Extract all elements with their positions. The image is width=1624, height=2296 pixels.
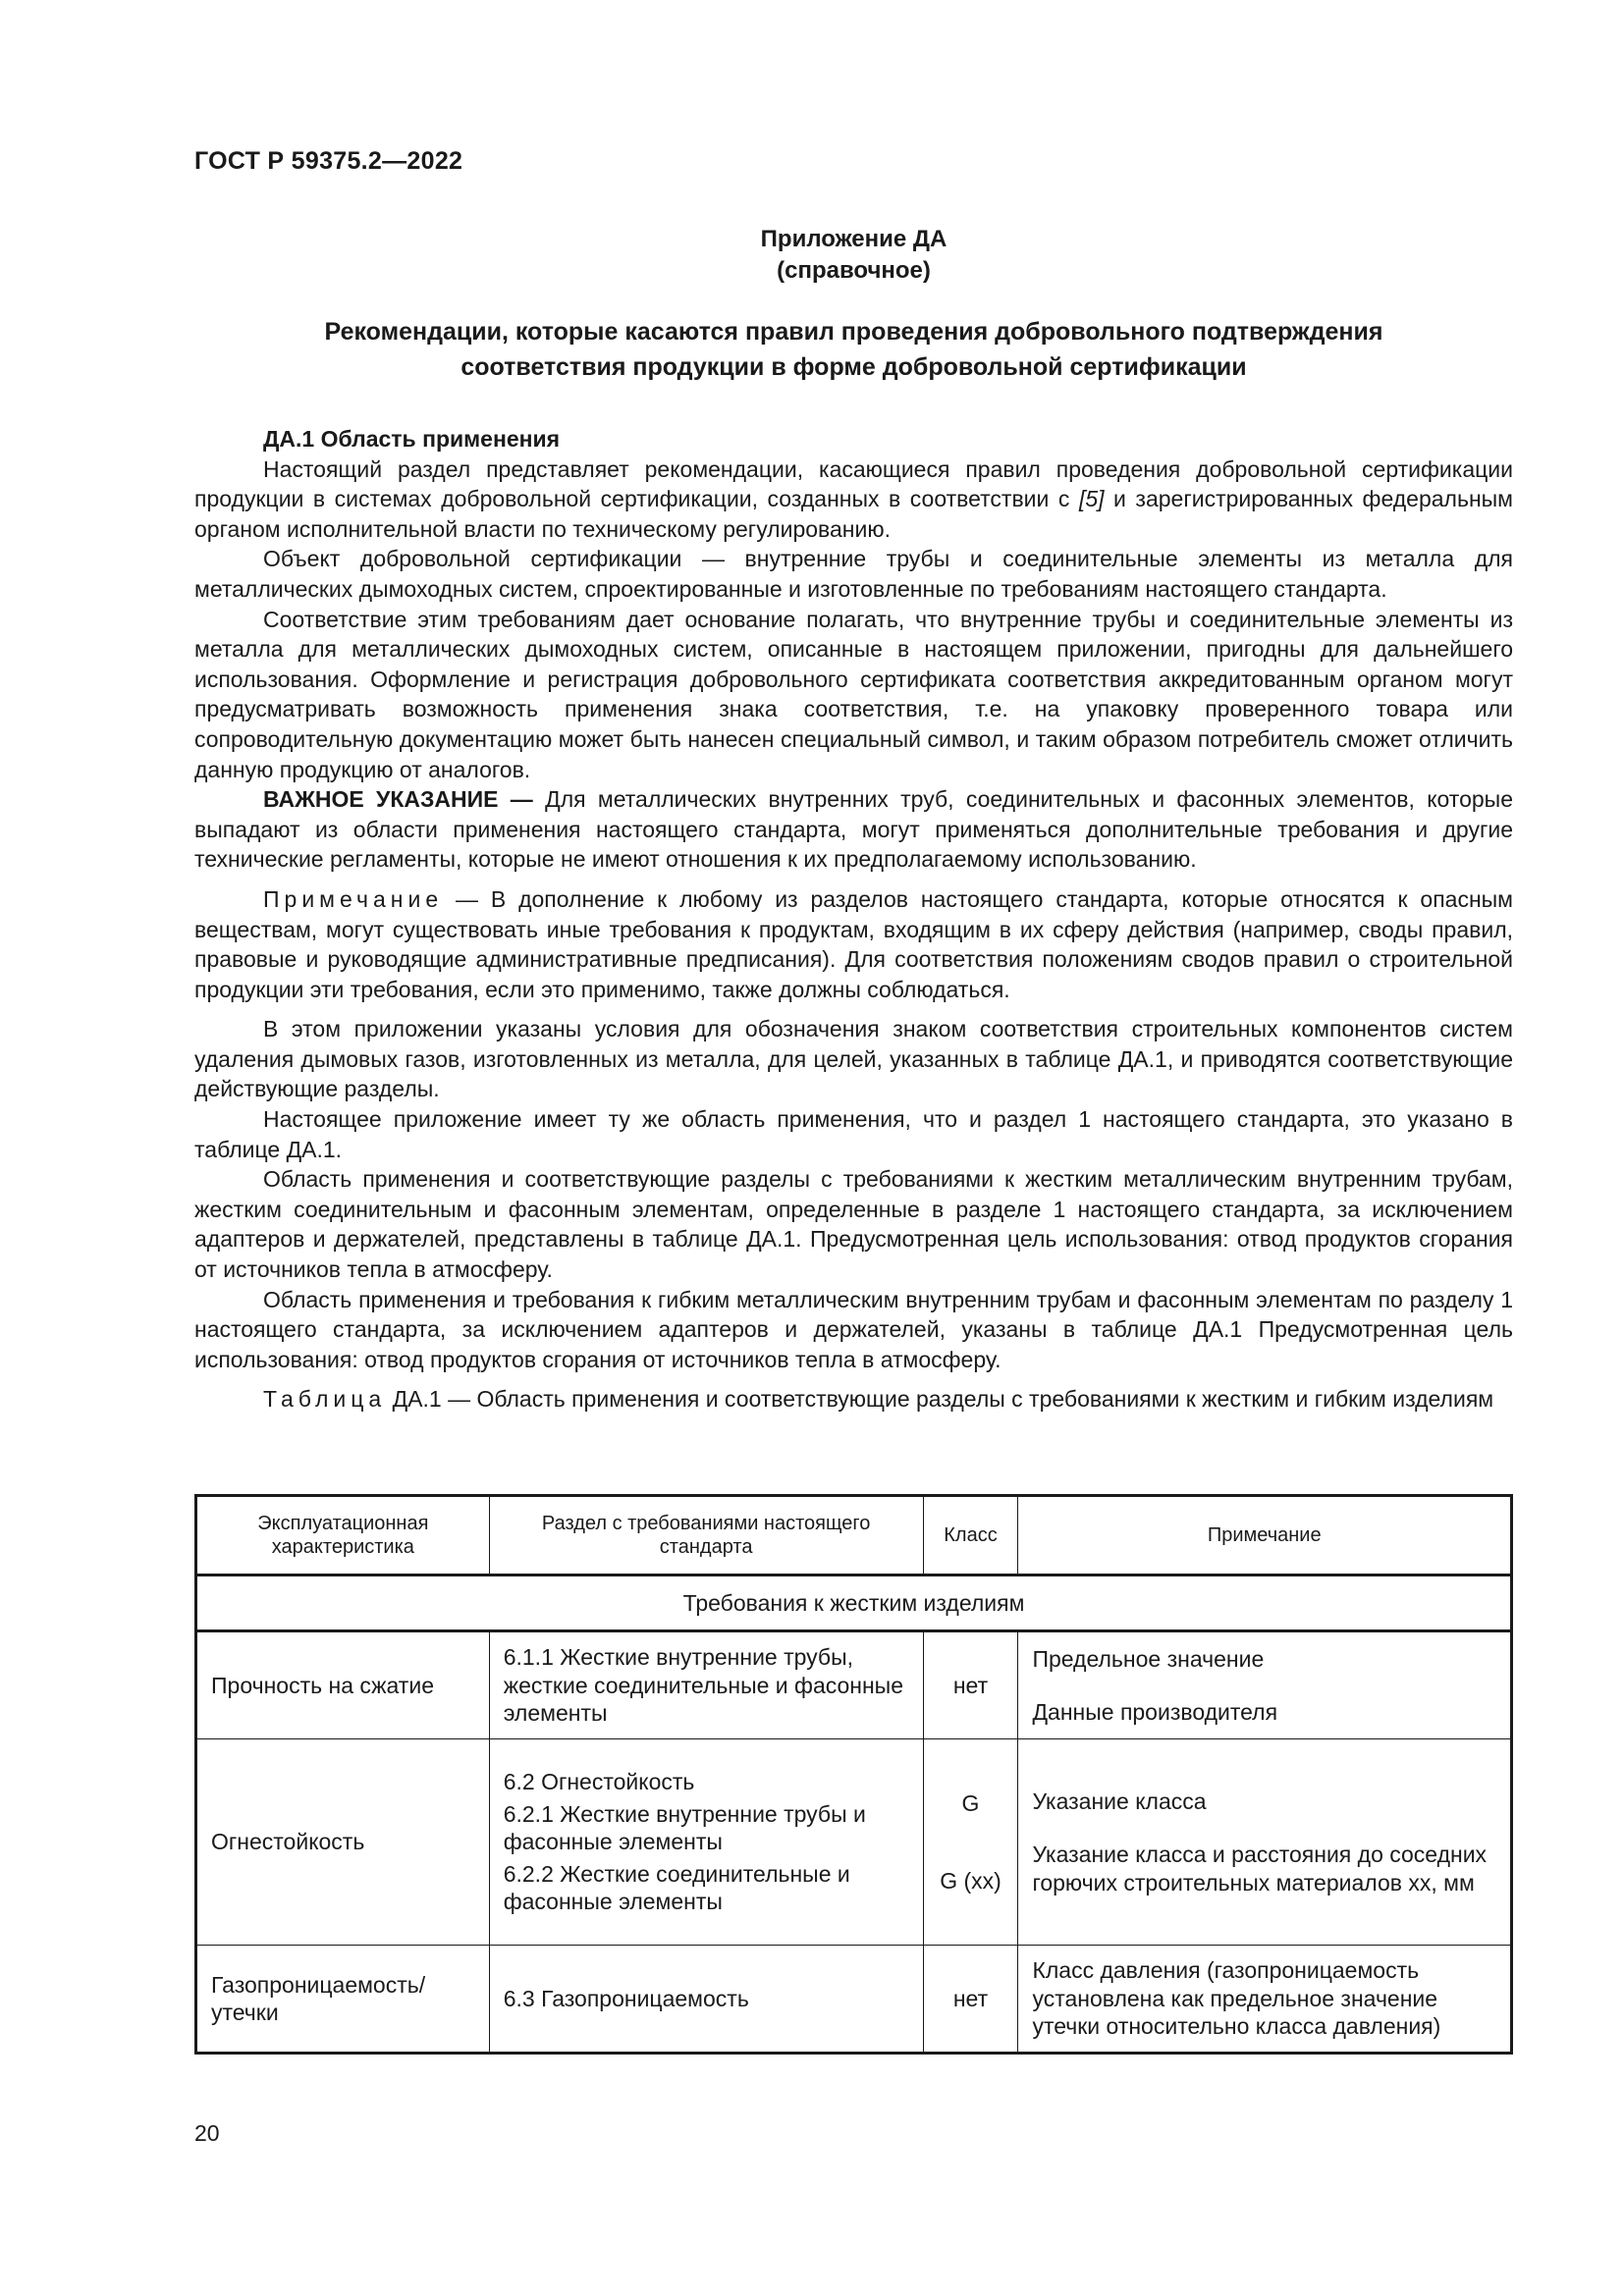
- table-row: [196, 1631, 1512, 1739]
- paragraph-1-text-a: Настоящий раздел представляет рекомендации, касающиеся правил проведения добровольной сертификации продукции в системах добровольной сертификации, созданных в соответствии с: [194, 455, 1513, 512]
- cell-class: нет: [923, 1631, 1018, 1739]
- paragraph-8: Область применения и требования к гибким металлическим внутренним трубам и фасонным элементам по разделу 1 настоящего стандарта, за исключением адаптеров и держателей, указаны в таблице ДА.1 Предусмотренная цель использования: отвод продуктов сгорания от источников тепла в атмосферу.: [194, 1286, 1513, 1372]
- annex-heading: [194, 224, 1513, 287]
- reference-link: [5]: [1078, 486, 1105, 512]
- annex-subtitle: (справочное): [777, 257, 931, 284]
- subsection-heading: ДА.1 Область применения: [263, 426, 561, 452]
- section-line: 6.2.2 Жесткие соединительные и фасонные элементы: [503, 1860, 850, 1915]
- cell-class: нет: [923, 1946, 1018, 2054]
- note-text: — В дополнение к любому из разделов настоящего стандарта, которые относятся к опасным веществам, могут существовать иные требования к продуктам, входящим в их сферу действия (например, своды правил, правовые и руководящие административные предписания). Для соответствия положениям сводов правил о строительной продукции эти требования, если это применимо, также должны соблюдаться.: [194, 885, 1513, 1002]
- paragraph-important: [194, 784, 1513, 875]
- paragraph-3: Соответствие этим требованиям дает основание полагать, что внутренние трубы и соединительные элементы из металла для металлических дымоходных систем, описанные в настоящем приложении, пригодны для дальнейшего использования. Оформление и регистрация добровольного сертификата соответствия аккредитованным органом могут предусматривать возможность применения знака соответствия, т.е. на упаковку проверенного товара или сопроводительную документацию может быть нанесен специальный символ, и таким образом потребитель сможет отличить данную продукцию от аналогов.: [194, 606, 1513, 782]
- header-section: Раздел с требованиями настоящего стандарта: [489, 1496, 923, 1575]
- header-class: Класс: [923, 1496, 1018, 1575]
- table-caption: [194, 1384, 1513, 1415]
- class-value: G: [961, 1790, 980, 1816]
- paragraph-5: В этом приложении указаны условия для обозначения знаком соответствия строительных компонентов систем удаления дымовых газов, изготовленных из металла, для целей, указанных в таблице ДА.1, и приводятся соответствующие действующие разделы.: [194, 1016, 1513, 1102]
- document-code: ГОСТ Р 59375.2—2022: [194, 147, 463, 175]
- paragraph-2: Объект добровольной сертификации — внутренние трубы и соединительные элементы из металла для металлических дымоходных систем, спроектированные и изготовленные по требованиям настоящего стандарта.: [194, 546, 1513, 602]
- header-note: Примечание: [1018, 1496, 1512, 1575]
- annex-title: Приложение ДА: [760, 226, 947, 252]
- note-line: Указание класса и расстояния до соседних горючих строительных материалов xx, мм: [1032, 1842, 1488, 1896]
- paragraph-1: [194, 454, 1513, 545]
- note-paragraph: [194, 884, 1513, 1004]
- note-line: Данные производителя: [1032, 1699, 1278, 1725]
- section-line: 6.2.1 Жесткие внутренние трубы и фасонные элементы: [503, 1800, 866, 1855]
- table-caption-text: ДА.1 — Область применения и соответствующие разделы с требованиями к жестким и гибким изделиям: [386, 1386, 1494, 1413]
- cell-characteristic: Прочность на сжатие: [196, 1631, 490, 1739]
- requirements-table: [194, 1494, 1513, 2055]
- section-title-line-1: Рекомендации, которые касаются правил проведения добровольного подтверждения: [324, 318, 1383, 346]
- body-text: [194, 424, 1513, 1415]
- cell-characteristic: Газопроницаемость/ утечки: [196, 1946, 490, 2054]
- cell-notes: [1018, 1631, 1512, 1739]
- table-row: [196, 1946, 1512, 2054]
- cell-section: [489, 1739, 923, 1946]
- important-label: ВАЖНОЕ УКАЗАНИЕ —: [263, 786, 533, 813]
- cell-characteristic: Огнестойкость: [196, 1739, 490, 1946]
- page-number: 20: [194, 2120, 220, 2146]
- table-header-row: [196, 1496, 1512, 1575]
- section-title: [194, 314, 1513, 385]
- section-line: 6.2 Огнестойкость: [503, 1769, 695, 1795]
- header-characteristic: Эксплуатационная характеристика: [196, 1496, 490, 1575]
- note-label: Примечание: [263, 885, 444, 912]
- table-row: [196, 1739, 1512, 1946]
- important-text: Для металлических внутренних труб, соединительных и фасонных элементов, которые выпадают из области применения настоящего стандарта, могут применяться дополнительные требования и другие технические регламенты, которые не имеют отношения к их предполагаемому использованию.: [194, 786, 1513, 873]
- group-title: Требования к жестким изделиям: [196, 1575, 1512, 1631]
- class-value: G (xx): [940, 1867, 1001, 1894]
- table-caption-label: Таблица: [263, 1386, 387, 1413]
- note-line: Предельное значение: [1032, 1645, 1265, 1672]
- cell-section: 6.1.1 Жесткие внутренние трубы, жесткие соединительные и фасонные элементы: [489, 1631, 923, 1739]
- paragraph-6: Настоящее приложение имеет ту же область применения, что и раздел 1 настоящего стандарта, это указано в таблице ДА.1.: [194, 1106, 1513, 1162]
- section-title-line-2: соответствия продукции в форме добровольной сертификации: [460, 353, 1247, 381]
- paragraph-7: Область применения и соответствующие разделы с требованиями к жестким металлическим внутренним трубам, жестким соединительным и фасонным элементам, определенные в разделе 1 настоящего стандарта, за исключением адаптеров и держателей, представлены в таблице ДА.1. Предусмотренная цель использования: отвод продуктов сгорания от источников тепла в атмосферу.: [194, 1166, 1513, 1283]
- paragraph-1-text-b: и зарегистрированных федеральным органом исполнительной власти по техническому регулированию.: [194, 486, 1513, 542]
- table-group-row: [196, 1575, 1512, 1631]
- cell-section: 6.3 Газопроницаемость: [489, 1946, 923, 2054]
- note-line: Указание класса: [1032, 1788, 1207, 1814]
- cell-class: [923, 1739, 1018, 1946]
- cell-notes: [1018, 1739, 1512, 1946]
- cell-notes: Класс давления (газопроницаемость установлена как предельное значение утечки относительно класса давления): [1018, 1946, 1512, 2054]
